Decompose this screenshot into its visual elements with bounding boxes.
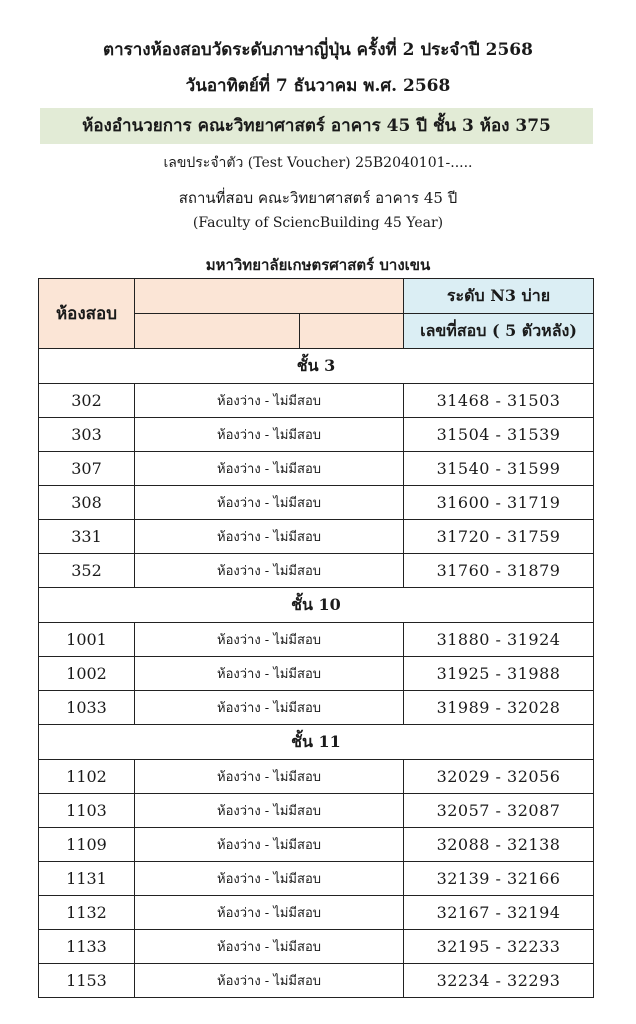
room-status: ห้องว่าง - ไม่มีสอบ [135,520,404,554]
room-status: ห้องว่าง - ไม่มีสอบ [135,384,404,418]
room-status: ห้องว่าง - ไม่มีสอบ [135,964,404,998]
room-status: ห้องว่าง - ไม่มีสอบ [135,828,404,862]
table-row [39,657,594,691]
floor-label: ชั้น 11 [39,725,594,760]
floor-row [39,349,594,384]
seat-number-range: 32167 - 32194 [404,896,594,930]
room-column-header: ห้องสอบ [39,279,135,349]
table-row [39,964,594,998]
room-number: 1002 [39,657,135,691]
test-voucher-line: เลขประจำตัว (Test Voucher) 25B2040101-..... [163,155,473,171]
empty-header-cell [135,314,300,349]
table-row [39,930,594,964]
room-status: ห้องว่าง - ไม่มีสอบ [135,760,404,794]
room-status: ห้องว่าง - ไม่มีสอบ [135,794,404,828]
room-status: ห้องว่าง - ไม่มีสอบ [135,930,404,964]
venue-line: สถานที่สอบ คณะวิทยาศาสตร์ อาคาร 45 ปี [178,189,458,207]
room-number: 302 [39,384,135,418]
room-number: 1131 [39,862,135,896]
room-number: 331 [39,520,135,554]
seat-number-range: 31720 - 31759 [404,520,594,554]
seat-number-range: 32088 - 32138 [404,828,594,862]
level-header: ระดับ N3 บ่าย [404,279,594,314]
seat-number-range: 31504 - 31539 [404,418,594,452]
table-row [39,760,594,794]
table-row [39,418,594,452]
document-title: ตารางห้องสอบวัดระดับภาษาญี่ปุ่น ครั้งที่ 2 ประจำปี 2568 [103,40,533,60]
table-row [39,691,594,725]
table-row [39,554,594,588]
seat-number-range: 31760 - 31879 [404,554,594,588]
seat-number-range: 31600 - 31719 [404,486,594,520]
seat-range-header: เลขที่สอบ ( 5 ตัวหลัง) [404,314,594,349]
seat-number-range: 32195 - 32233 [404,930,594,964]
venue-english-line: (Faculty of SciencBuilding 45 Year) [192,215,444,231]
room-status: ห้องว่าง - ไม่มีสอบ [135,691,404,725]
room-status: ห้องว่าง - ไม่มีสอบ [135,486,404,520]
table-row [39,384,594,418]
seat-number-range: 32057 - 32087 [404,794,594,828]
room-number: 1033 [39,691,135,725]
table-row [39,794,594,828]
table-row [39,623,594,657]
university-name: มหาวิทยาลัยเกษตรศาสตร์ บางเขน [205,256,431,274]
exam-date: วันอาทิตย์ที่ 7 ธันวาคม พ.ศ. 2568 [185,76,451,96]
seat-number-range: 32234 - 32293 [404,964,594,998]
floor-row [39,588,594,623]
table-row [39,896,594,930]
exam-room-table [38,278,594,998]
room-number: 303 [39,418,135,452]
room-number: 1103 [39,794,135,828]
table-row [39,486,594,520]
room-status: ห้องว่าง - ไม่มีสอบ [135,862,404,896]
seat-number-range: 32029 - 32056 [404,760,594,794]
table-row [39,452,594,486]
table-body [39,349,594,998]
room-status: ห้องว่าง - ไม่มีสอบ [135,896,404,930]
room-status: ห้องว่าง - ไม่มีสอบ [135,623,404,657]
seat-number-range: 31540 - 31599 [404,452,594,486]
room-number: 308 [39,486,135,520]
room-number: 1132 [39,896,135,930]
room-number: 1153 [39,964,135,998]
room-number: 1133 [39,930,135,964]
seat-number-range: 31880 - 31924 [404,623,594,657]
room-status: ห้องว่าง - ไม่มีสอบ [135,554,404,588]
room-number: 1001 [39,623,135,657]
seat-number-range: 31468 - 31503 [404,384,594,418]
table-row [39,828,594,862]
floor-row [39,725,594,760]
room-status: ห้องว่าง - ไม่มีสอบ [135,452,404,486]
seat-number-range: 31925 - 31988 [404,657,594,691]
seat-number-range: 31989 - 32028 [404,691,594,725]
room-number: 1109 [39,828,135,862]
table-row [39,520,594,554]
admin-room-banner: ห้องอำนวยการ คณะวิทยาศาสตร์ อาคาร 45 ปี ชั้น 3 ห้อง 375 [40,108,593,144]
seat-number-range: 32139 - 32166 [404,862,594,896]
empty-header-cell [300,314,404,349]
room-number: 1102 [39,760,135,794]
floor-label: ชั้น 3 [39,349,594,384]
room-status: ห้องว่าง - ไม่มีสอบ [135,418,404,452]
table-row [39,862,594,896]
room-status: ห้องว่าง - ไม่มีสอบ [135,657,404,691]
empty-header-cell [135,279,404,314]
room-number: 352 [39,554,135,588]
floor-label: ชั้น 10 [39,588,594,623]
room-number: 307 [39,452,135,486]
